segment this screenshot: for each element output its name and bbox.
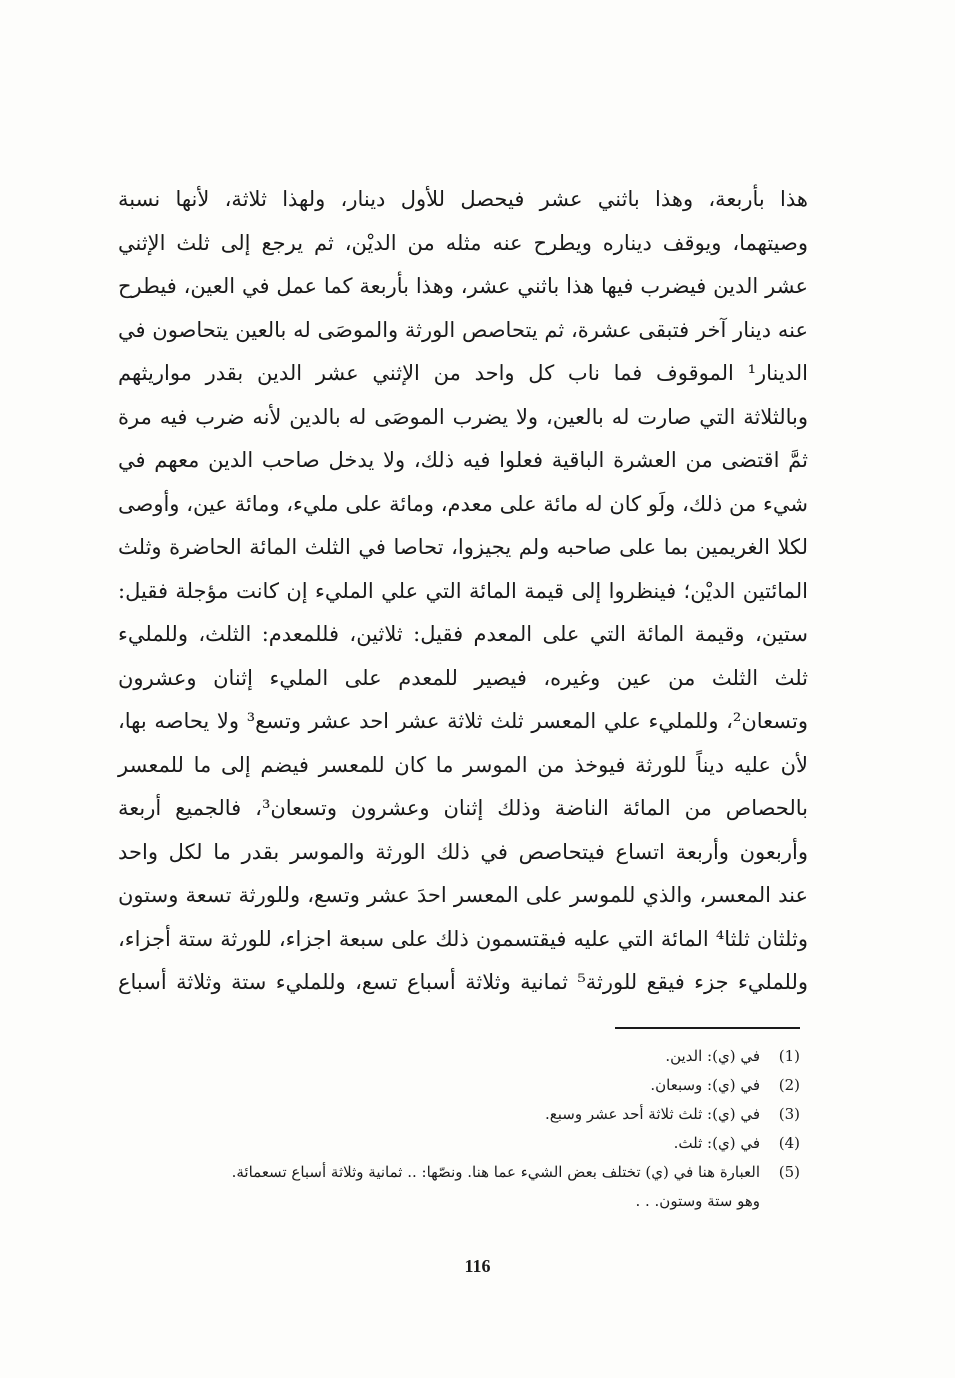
footnote-text: وهو ستة وستون. . . xyxy=(635,1192,760,1210)
footnote-number: (4) xyxy=(778,1134,800,1152)
footnotes xyxy=(140,1042,800,1216)
text-line: المائتين الديْن؛ فينظروا إلى قيمة المائة التي علي المليء إن كانت مؤجلة فقيل: xyxy=(118,578,808,603)
text-line: وتسعان²، وللمليء علي المعسر ثلث ثلاثة عشر احد عشر وتسع³ ولا يحاصه بها، xyxy=(118,709,809,733)
text-line: هذا بأربعة، وهذا باثني عشر فيحصل للأول دينار، ولهذا ثلاثة، لأنها نسبة xyxy=(118,187,808,211)
text-line: وصيتهما، ويوقف ديناره ويطرح عنه مثله من الديْن، ثم يرجع إلى ثلث الإثني xyxy=(118,230,808,255)
footnote-continuation xyxy=(140,1187,800,1216)
footnote-text: في (ي): ثلث ثلاثة أحد عشر وسبع. xyxy=(544,1105,760,1123)
text-line: وبالثلاثة التي صارت له بالعين، ولا يضرب الموصَى له بالدين لأنه ضرب فيه مرة xyxy=(118,404,808,429)
footnote xyxy=(140,1158,800,1187)
text-line: شيء من ذلك، ولَو كان له مائة على معدم، ومائة على مليء، ومائة عين، وأوصى xyxy=(118,491,808,516)
footnote-text: في (ي): وسبعان. xyxy=(650,1076,760,1094)
footnote-number: (1) xyxy=(778,1047,800,1065)
footnote xyxy=(140,1100,800,1129)
text-line: ثلث الثلث من عين وغيره، فيصير للمعدم على المليء إثنان وعشرون xyxy=(118,665,808,690)
footnote xyxy=(140,1042,800,1071)
footnote-separator xyxy=(615,1027,800,1029)
text-line: ثمَّ اقتضى من العشرة الباقية فعلوا فيه ذلك، ولا يدخل صاحب الدين معهم في xyxy=(118,448,808,472)
text-line: بالحصاص من المائة الناضة وذلك إثنان وعشرون وتسعان³، فالجميع أربعة xyxy=(118,796,808,820)
footnote xyxy=(140,1129,800,1158)
footnote-number: (2) xyxy=(778,1076,800,1094)
footnote xyxy=(140,1071,800,1100)
text-line: الدينار¹ الموقوف فما ناب كل واحد من الإثني عشر الدين بقدر مواريثهم xyxy=(118,361,808,385)
footnote-number: (5) xyxy=(778,1163,800,1181)
main-text xyxy=(118,178,808,1005)
text-line: لأن عليه ديناً للورثة فيوخذ من الموسر ما كان للمعسر فيضم إلى ما للمعسر xyxy=(118,752,808,777)
footnote-text: في (ي): الدين. xyxy=(665,1047,760,1065)
text-line: وللمليء جزء فيقع للورثة⁵ ثمانية وثلاثة أسباع تسع، وللمليء ستة وثلاثة أسباع xyxy=(118,970,808,994)
text-line: عشر الدين فيضرب فيها هذا باثني عشر، وهذا بأربعة كما عمل في العين، فيطرح xyxy=(118,274,808,298)
footnote-text: في (ي): ثلث. xyxy=(673,1134,760,1152)
text-line: عنه دينار آخر فتبقى عشرة، ثم يتحاصص الورثة والموصَى له بالعين يتحاصون في xyxy=(118,317,808,342)
footnote-number: (3) xyxy=(778,1105,800,1123)
text-line: لكلا الغريمين بما على صاحبه ولم يجيزوا، تحاصا في الثلث المائة الحاضرة وثلث xyxy=(118,535,808,559)
text-line: عند المعسر، والذي للموسر على المعسر احدَ عشر وتسع، وللورثة تسعة وستون xyxy=(118,883,808,907)
footnote-number xyxy=(760,1187,800,1216)
text-line: وأربعون وأربعة اتساع فيتحاصص في ذلك الورثة والموسر بقدر ما لكل واحد xyxy=(118,839,808,864)
text-line: ستين، وقيمة المائة التي على المعدم فقيل: ثلاثين، فللمعدم: الثلث، وللمليء xyxy=(118,622,808,646)
text-line: وثلثان ثلثا⁴ المائة التي عليه فيقتسمون ذلك على سبعة اجزاء، للورثة ستة أجزاء، xyxy=(118,926,808,951)
page-number: 116 xyxy=(464,1256,491,1276)
footnote-text: العبارة هنا في (ي) تختلف بعض الشيء عما هنا. ونصّها: .. ثمانية وثلاثة أسباع تسعمائة. xyxy=(231,1163,760,1181)
